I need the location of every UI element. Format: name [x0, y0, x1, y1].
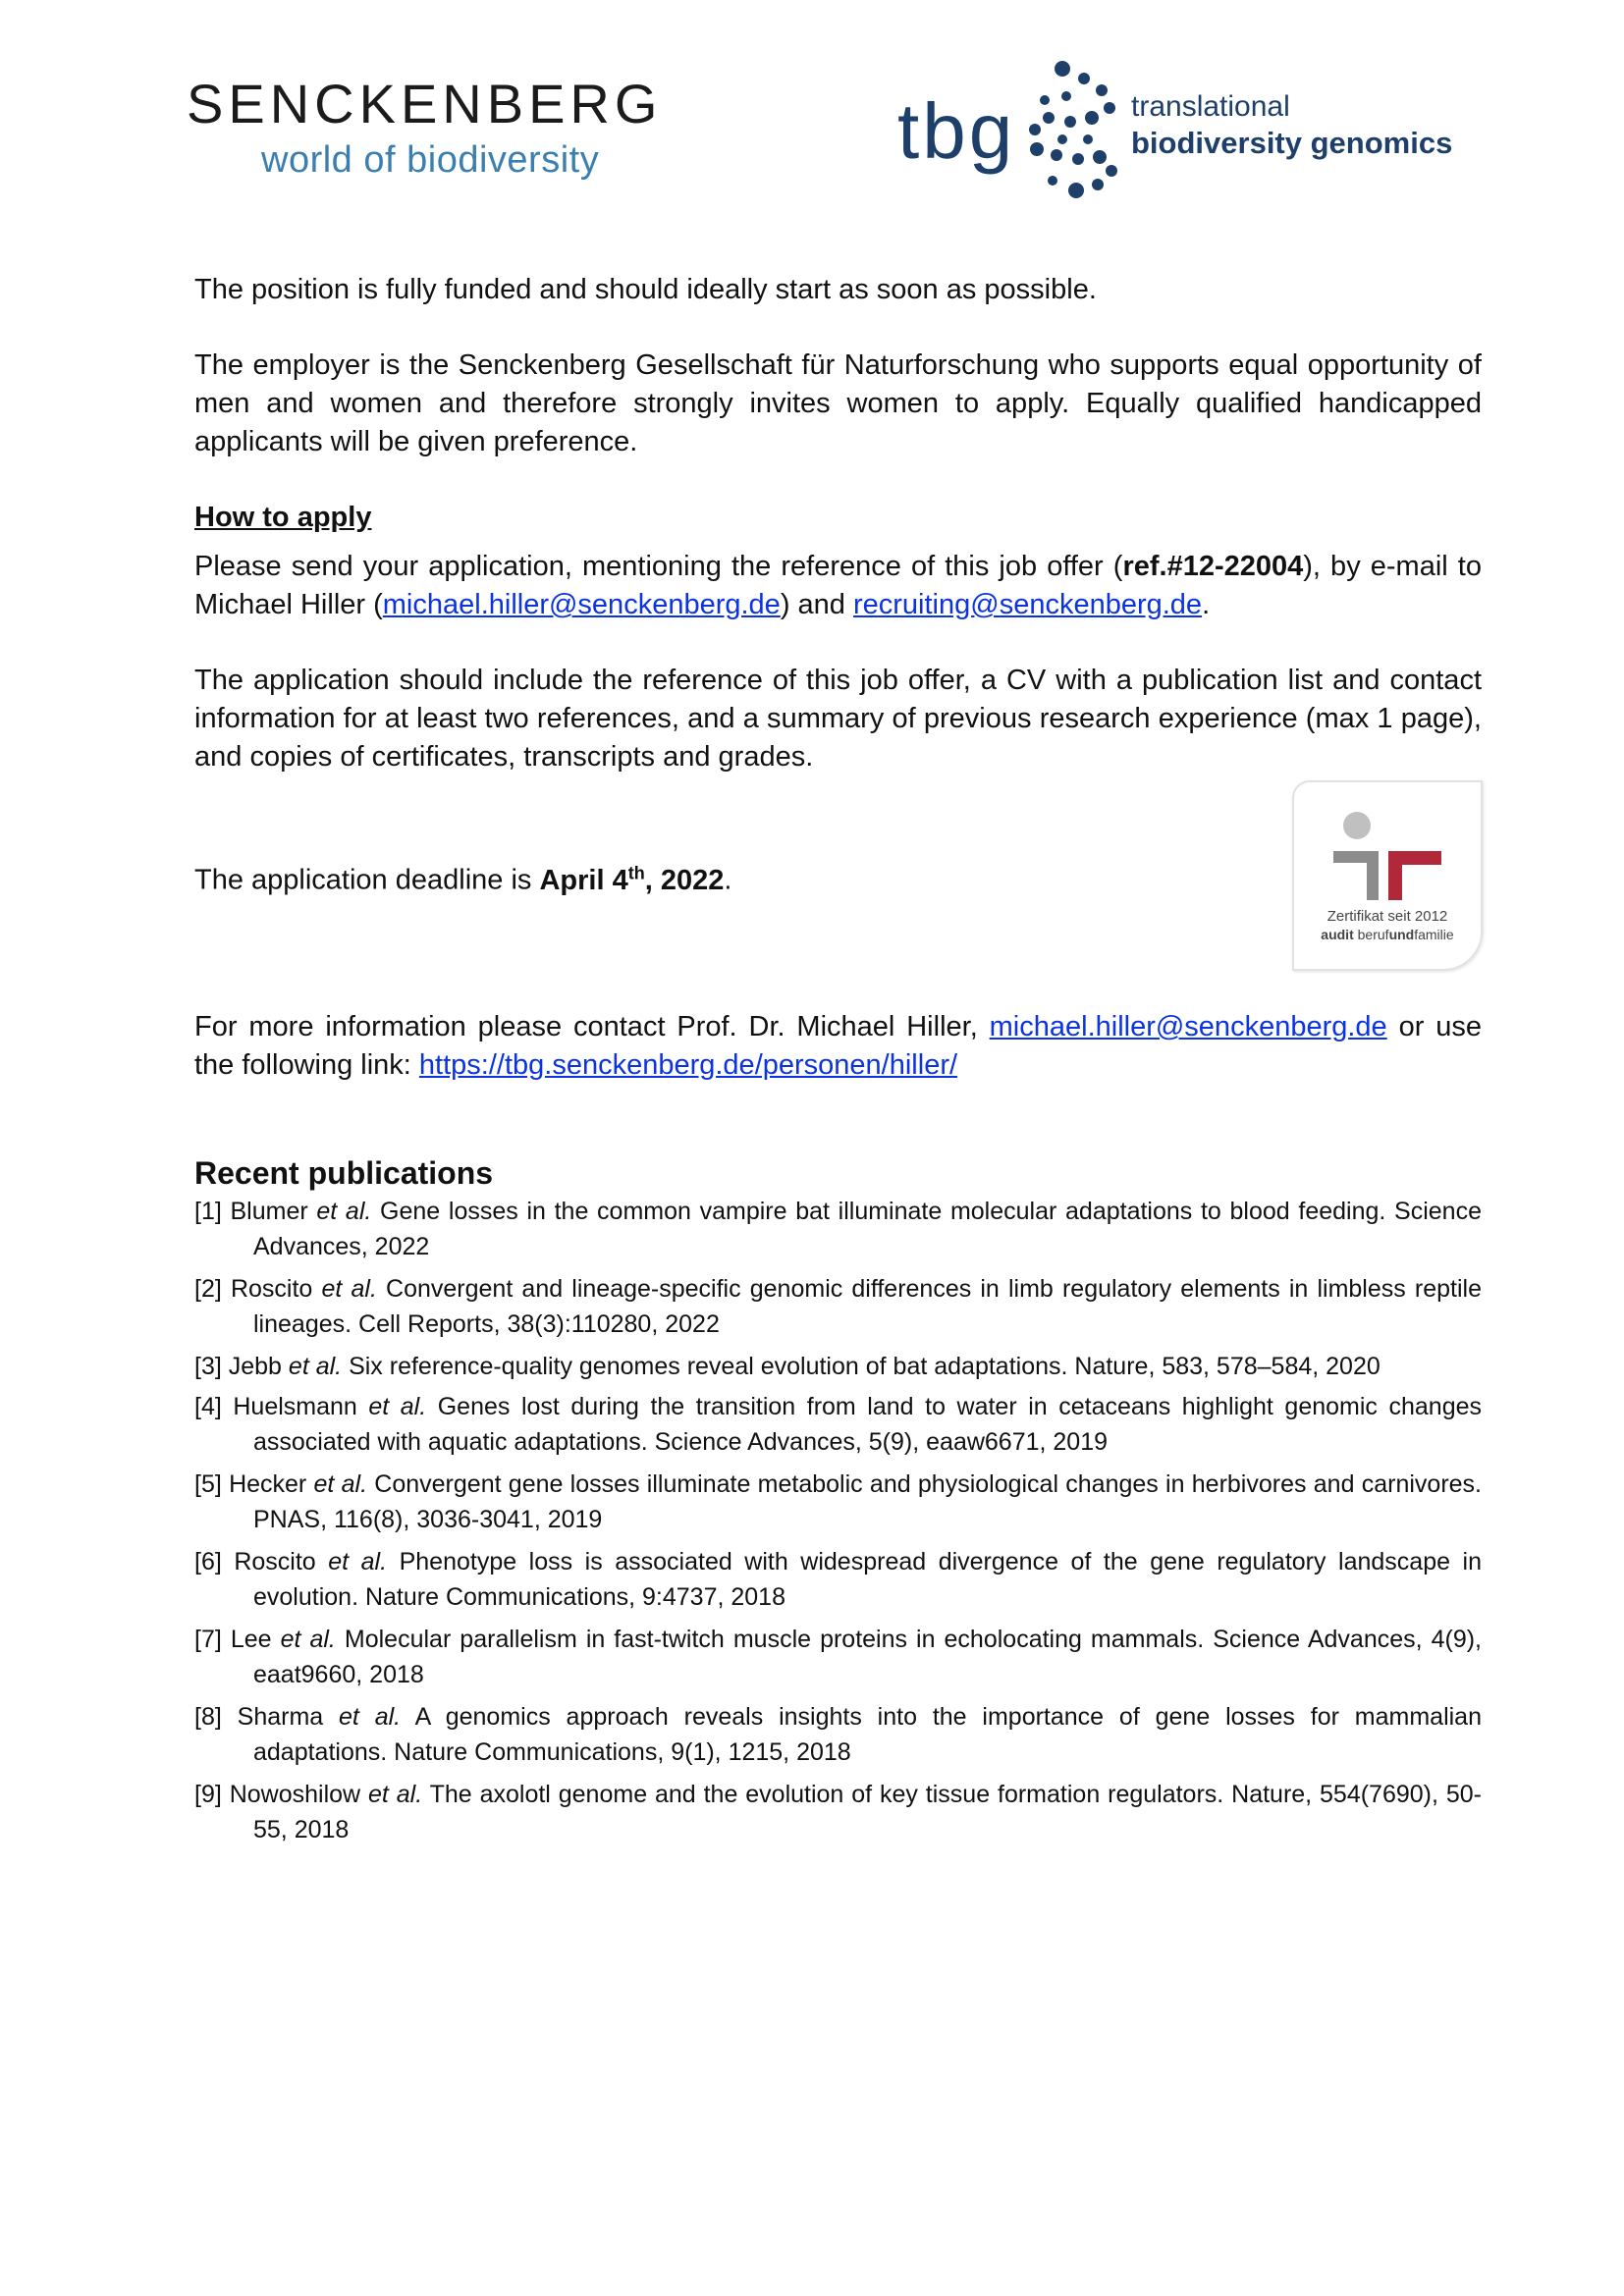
pub-text: Six reference-quality genomes reveal evolution of bat adaptations. Nature, 583, 578–584, 2020 — [342, 1353, 1380, 1380]
deadline-sup: th — [627, 863, 645, 882]
pub-text: A genomics approach reveals insights into the importance of gene losses for mammalian adaptations. Nature Communications, 9(1), 1215, 2018 — [253, 1703, 1482, 1766]
apply-text: ) and — [780, 589, 853, 620]
badge-line1: Zertifikat seit 2012 — [1326, 908, 1448, 925]
publication-item — [194, 1699, 1482, 1770]
pub-text: Convergent and lineage-specific genomic differences in limb regulatory elements in limbless reptile lineages. Cell Reports, 38(3):110280, 2022 — [253, 1275, 1482, 1338]
pub-number: [1] — [194, 1198, 231, 1225]
pub-text: Gene losses in the common vampire bat illuminate molecular adaptations to blood feeding. Science Advances, 2022 — [253, 1198, 1482, 1260]
badge-text: audit — [1321, 927, 1354, 942]
recruiting-email-link[interactable]: recruiting@senckenberg.de — [852, 589, 1203, 620]
deadline-date-b: , 2022 — [644, 864, 725, 896]
pub-author: Sharma — [237, 1703, 324, 1731]
senckenberg-logo — [187, 73, 663, 181]
audit-logo-icon — [1333, 812, 1441, 900]
pub-text: Convergent gene losses illuminate metabolic and physiological changes in herbivores and carnivores. PNAS, 116(8), 3036-3041, 2019 — [253, 1470, 1482, 1533]
hiller-email-link[interactable]: michael.hiller@senckenberg.de — [382, 589, 781, 620]
publication-item — [194, 1467, 1482, 1537]
pub-number: [3] — [194, 1353, 229, 1380]
tbg-abbrev: tbg — [897, 87, 1016, 175]
pub-number: [5] — [194, 1470, 230, 1498]
badge-text: familie — [1414, 927, 1454, 942]
publication-item — [194, 1622, 1482, 1692]
pub-etal: et al. — [328, 1548, 388, 1575]
pub-text: Phenotype loss is associated with widespread divergence of the gene regulatory landscape in evolution. Nature Communications, 9:4737, 2018 — [253, 1548, 1483, 1611]
pub-number: [9] — [194, 1781, 230, 1808]
publication-item — [194, 1271, 1482, 1342]
tbg-logo — [897, 61, 1487, 198]
apply-paragraph — [194, 548, 1482, 624]
employer-paragraph: The employer is the Senckenberg Gesellschaft für Naturforschung who supports equal opportunity of men and women and therefore strongly invites women to apply. Equally qualified handicapped applicants will be given preference. — [194, 349, 1482, 457]
contact-text: For more information please contact Prof. Dr. Michael Hiller, — [194, 1011, 990, 1042]
pub-author: Roscito — [230, 1275, 313, 1303]
contact-email-link[interactable]: michael.hiller@senckenberg.de — [989, 1011, 1387, 1042]
senckenberg-tagline: world of biodiversity — [261, 139, 600, 181]
pub-etal: et al. — [321, 1275, 377, 1303]
pub-text: Molecular parallelism in fast-twitch muscle proteins in echolocating mammals. Science Advances, 4(9), eaat9660, 2018 — [253, 1626, 1483, 1688]
pub-etal: et al. — [313, 1470, 368, 1498]
apply-text: . — [1202, 589, 1211, 620]
deadline-text: . — [724, 864, 732, 896]
tbg-line1: translational — [1131, 90, 1290, 123]
job-reference: ref.#12-22004 — [1122, 551, 1304, 582]
senckenberg-wordmark: SENCKENBERG — [187, 73, 663, 134]
contact-text: or use the following link: — [194, 1011, 1482, 1081]
pub-etal: et al. — [339, 1703, 402, 1731]
pub-number: [8] — [194, 1703, 238, 1731]
how-to-apply-heading: How to apply — [194, 502, 372, 533]
deadline-date — [539, 865, 724, 896]
deadline-text: The application deadline is — [194, 864, 540, 896]
badge-line2 — [1294, 927, 1481, 942]
publications-heading: Recent publications — [194, 1155, 494, 1191]
dna-helix-icon — [1023, 61, 1131, 198]
pub-text: Genes lost during the transition from land to water in cetaceans highlight genomic changes associated with aquatic adaptations. Science Advances, 5(9), eaaw6671, 2019 — [253, 1393, 1482, 1456]
badge-text: und — [1388, 927, 1415, 942]
application-contents-paragraph: The application should include the reference of this job offer, a CV with a publication list and contact information for at least two references, and a summary of previous research experience (max 1 page), and copies of certificates, transcripts and grades. — [194, 665, 1482, 773]
pub-author: Lee — [230, 1626, 272, 1653]
pub-etal: et al. — [280, 1626, 336, 1653]
pub-author: Roscito — [234, 1548, 316, 1575]
pub-number: [4] — [194, 1393, 234, 1420]
tbg-line2: biodiversity genomics — [1131, 126, 1453, 160]
publication-item — [194, 1194, 1482, 1264]
pub-author: Jebb — [228, 1353, 282, 1380]
pub-author: Blumer — [230, 1198, 308, 1225]
pub-etal: et al. — [368, 1781, 423, 1808]
deadline-paragraph — [194, 854, 1482, 900]
publication-item — [194, 1544, 1482, 1615]
publication-item — [194, 1349, 1482, 1384]
pub-number: [2] — [194, 1275, 231, 1303]
pub-author: Huelsmann — [233, 1393, 357, 1420]
pub-etal: et al. — [316, 1198, 372, 1225]
badge-text: beruf — [1353, 927, 1389, 942]
pub-etal: et al. — [288, 1353, 343, 1380]
pub-number: [6] — [194, 1548, 235, 1575]
publication-item — [194, 1777, 1482, 1847]
pub-number: [7] — [194, 1626, 231, 1653]
deadline-date-a: April 4 — [539, 864, 628, 896]
audit-berufundfamilie-badge — [1292, 780, 1483, 971]
contact-paragraph — [194, 1008, 1482, 1085]
publication-item — [194, 1389, 1482, 1460]
pub-author: Hecker — [229, 1470, 307, 1498]
pub-author: Nowoshilow — [229, 1781, 361, 1808]
pub-text: The axolotl genome and the evolution of key tissue formation regulators. Nature, 554(7690), 50-55, 2018 — [253, 1781, 1482, 1843]
pub-etal: et al. — [368, 1393, 427, 1420]
apply-text: ), by e-mail to Michael Hiller ( — [194, 551, 1482, 620]
apply-text: Please send your application, mentioning the reference of this job offer ( — [194, 551, 1123, 582]
funding-paragraph: The position is fully funded and should ideally start as soon as possible. — [194, 274, 1097, 305]
hiller-profile-link[interactable]: https://tbg.senckenberg.de/personen/hiller/ — [418, 1049, 958, 1081]
